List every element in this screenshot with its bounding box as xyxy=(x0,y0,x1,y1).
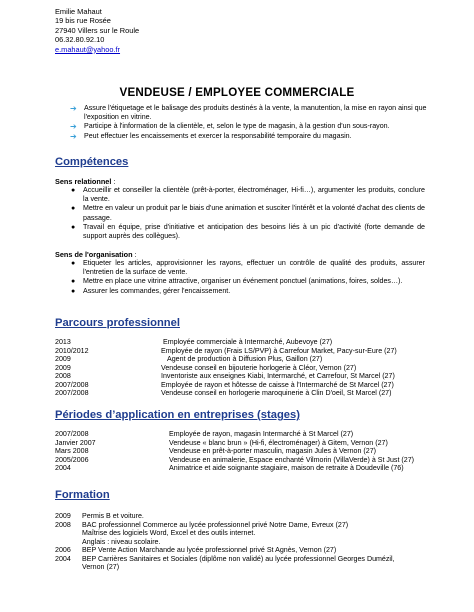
periodes-list xyxy=(55,430,435,473)
list-item: 2009 Permis B et voiture. xyxy=(55,512,144,520)
bullet-dot-icon: ● xyxy=(71,205,76,213)
contact-block xyxy=(55,7,139,54)
bullet-dot-icon: ● xyxy=(71,287,76,295)
list-item: ● Travail en équipe, prise d'initiative et anticipation des besoins liés à un pic d'activité (forte demande de support auprès des collègues). xyxy=(71,222,425,241)
list-item: ● Mettre en valeur un produit par le biais d'une animation et susciter l'intérêt et la volonté d'achat des clients de passage. xyxy=(71,204,425,222)
bullet-dot-icon: ● xyxy=(71,260,76,267)
list-item: 2004 Animatrice et aide soignante stagiaire, maison de retraite à Doudeville (76) xyxy=(55,464,404,472)
list-item: 2007/2008 Vendeuse conseil en horlogerie maroquinerie à Clin D'oeil, St Marcel (27) xyxy=(55,389,392,397)
bullet-dot-icon: ● xyxy=(71,278,76,286)
list-item: Maîtrise des logiciels Word, Excel et des outils internet. xyxy=(82,529,256,537)
list-item: 2006 BEP Vente Action Marchande au lycée professionnel privé St Agnès, Vernon (27) xyxy=(55,546,337,554)
contact-city: 27940 Villers sur le Roule xyxy=(55,25,140,35)
section-title-competences: Compétences xyxy=(55,156,129,168)
bullet-dot-icon: ● xyxy=(71,223,76,231)
contact-name: Emilie Mahaut xyxy=(55,7,102,16)
arrow-right-icon: ➔ xyxy=(70,104,77,113)
list-item: 2010/2012 Employée de rayon (Frais LS/PVP) à Carrefour Market, Pacy-sur-Eure (27) xyxy=(55,346,397,355)
list-item: 2009 Agent de production à Diffusion Plus, Gaillon (27) xyxy=(55,355,323,363)
summary-item: ➔ Assure l'étiquetage et le balisage des produits destinés à la vente, la manutention, la mise en rayon ainsi que l'exposition en vitrine. xyxy=(70,104,427,122)
summary-item: ➔ Participe à l'information de la clientèle, et, selon le type de magasin, à la gestion d'un sous-rayon. xyxy=(70,122,390,132)
section-title-periodes: Périodes d’application en entreprises (stages) xyxy=(55,409,300,421)
arrow-right-icon: ➔ xyxy=(70,131,77,141)
list-item: 2008 Inventoriste aux enseignes Kiabi, Intermarché, et Carrefour, St Marcel (27) xyxy=(55,372,395,380)
parcours-list xyxy=(55,338,435,398)
list-item: Janvier 2007 Vendeuse « blanc brun » (Hi-fi, électroménager) à Gitem, Vernon (27) xyxy=(55,438,388,447)
bullet-dot-icon: ● xyxy=(71,187,76,194)
contact-email-link[interactable]: e.mahaut@yahoo.fr xyxy=(55,44,121,54)
list-item: ● Assurer les commandes, gérer l'encaissement. xyxy=(71,286,231,295)
list-item: 2013 Employée commerciale à Intermarché, Aubevoye (27) xyxy=(55,338,333,346)
relationnel-list xyxy=(70,186,425,241)
section-title-formation: Formation xyxy=(55,489,110,501)
arrow-right-icon: ➔ xyxy=(70,122,77,132)
subheading-organisation: Sens de l'organisation : xyxy=(55,250,137,259)
contact-phone: 06.32.80.92.10 xyxy=(55,35,105,45)
organisation-list xyxy=(70,259,425,296)
list-item: ● Etiqueter les articles, approvisionner les rayons, effectuer un contrôle de qualité des produits, assurer l'entretien de la surface de vente. xyxy=(71,259,425,277)
list-item: Mars 2008 Vendeuse en prêt-à-porter masculin, magasin Jules à Vernon (27) xyxy=(55,447,377,455)
list-item: 2004 BEP Carrières Sanitaires et Sociales (diplôme non validé) au lycée professionnel Georges Dumézil, xyxy=(55,554,395,563)
list-item: 2007/2008 Employée de rayon et hôtesse de caisse à l'Intermarché de St Marcel (27) xyxy=(55,380,394,389)
list-item: 2009 Vendeuse conseil en bijouterie horlogerie à Cléor, Vernon (27) xyxy=(55,363,357,372)
contact-street: 19 bis rue Rosée xyxy=(55,16,111,26)
section-title-parcours: Parcours professionnel xyxy=(55,317,180,329)
list-item: Vernon (27) xyxy=(82,563,120,571)
list-item: ● Accueillir et conseiller la clientèle (prêt-à-porter, électroménager, Hi-fi…), argumenter les produits, conclure la vente. xyxy=(71,186,425,204)
list-item: 2005/2006 Vendeuse en animalerie, Espace enchanté Vilmorin (VillaVerde) à St Just (27) xyxy=(55,455,415,464)
list-item: 2007/2008 Employée de rayon, magasin Intermarché à St Marcel (27) xyxy=(55,430,354,438)
page-title: VENDEUSE / EMPLOYEE COMMERCIALE xyxy=(119,86,355,99)
summary-list xyxy=(70,104,430,141)
list-item: 2008 BAC professionnel Commerce au lycée professionnel privé Notre Dame, Evreux (27) xyxy=(55,520,349,529)
formation-list xyxy=(55,512,435,572)
list-item: Anglais : niveau scolaire. xyxy=(82,537,161,546)
subheading-relationnel: Sens relationnel : xyxy=(55,177,116,186)
summary-item: ➔ Peut effectuer les encaissements et exercer la responsabilité temporaire du magasin. xyxy=(70,131,352,141)
list-item: ● Mettre en place une vitrine attractive, organiser un événement ponctuel (animations, foires, soldes…). xyxy=(71,277,403,286)
